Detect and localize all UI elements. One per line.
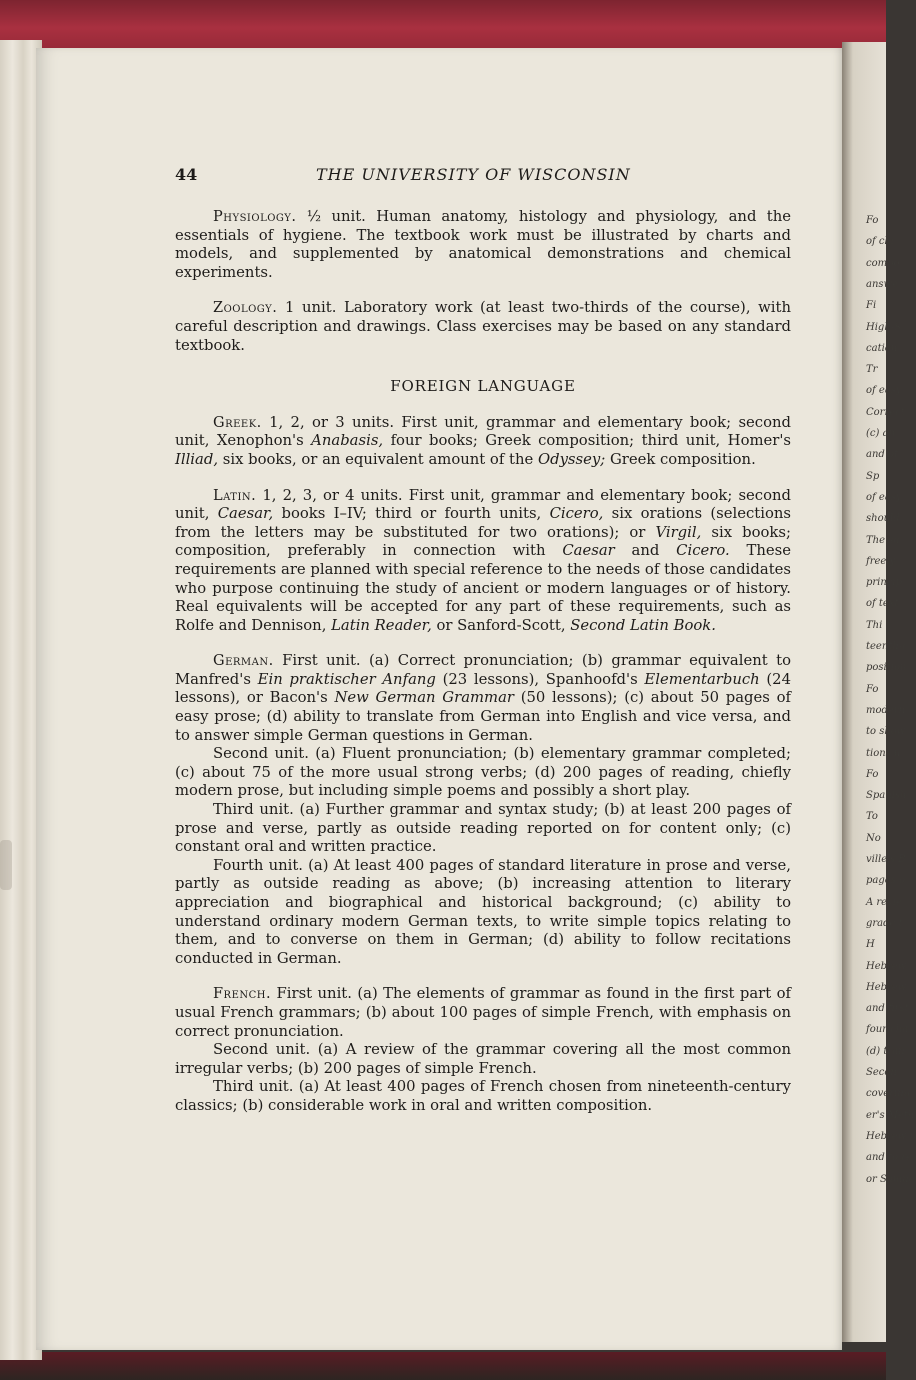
facing-page-fragment: Fo [866,768,879,780]
german-entry [175,652,791,745]
facing-page-fragment: tions u [866,747,901,759]
running-title: THE UNIVERSITY OF WISCONSIN [316,165,631,184]
facing-page-fragment: should [866,513,900,525]
facing-page-fragment: and first [866,1003,909,1015]
entry-text: six books; composition, preferably in connection with [175,523,791,560]
book-title: Illiad, [175,450,219,468]
facing-page-fragment: Fi [866,300,877,312]
facing-page-fragment: or Samue [866,1173,915,1185]
subject-name: Zoology. [213,300,278,317]
book-title: Caesar [562,542,615,560]
book-title: Caesar, [217,505,274,523]
entry-text: or Sanford-Scott, [431,616,571,634]
book-title: Cicero, [549,505,604,523]
entry-text: (50 lessons); (c) about 50 pages of easy prose; (d) ability to translate from German into English and vice versa, and to answer simple German questions in German. [175,689,791,744]
facing-page-fragment: covering [866,1088,911,1100]
facing-page-fragment: teenth-c [866,641,908,652]
book-title: Virgil, [655,523,702,541]
facing-page-fragment: and of [866,449,898,461]
facing-page-fragment: No [866,832,881,844]
facing-page-fragment: High-S [866,321,901,333]
book-title: Anabasis, [311,432,384,450]
entry-text: First unit. (a) Correct pronunciation; (b) grammar equivalent to Manfred's [175,652,791,688]
facing-page-fragment: A revie [866,896,902,908]
facing-page-fragment: Sp [866,470,880,482]
facing-page-fragment: and to re [866,1152,912,1164]
facing-page-fragment: Correct [866,406,905,418]
book-binding-bottom [0,1352,886,1380]
entry-text: (24 lessons), or Bacon's [175,670,791,707]
facing-page-fragment: (c) an [866,428,895,439]
facing-page-fragment: cation [866,342,898,354]
facing-page-fragment: of text [866,598,899,610]
facing-page-fragment: Fo [866,683,879,695]
facing-page-fragment: Spanish [866,790,907,802]
german-third-unit: Third unit. (a) Further grammar and syntax study; (b) at least 200 pages of prose and verse, partly as outside reading reported on for content only; (c) constant oral and written practice. [175,801,791,856]
german-fourth-unit: Fourth unit. (a) At least 400 pages of standard literature in prose and verse, partly as outside reading as above; (b) increasing attention to literary appreciation and biographical and historical background; (c) ability to understand ordinary modern German texts, to write simple topics relating to them, and to converse on them in German; (d) ability to follow recitations conducted in German. [175,856,791,967]
facing-page-fragment: of easy [866,385,902,397]
facing-page-fragment: (d) tran [866,1045,905,1057]
book-title: Odyssey; [537,450,606,468]
entry-text: 1, 2, 3, or 4 units. First unit, grammar and elementary book; second unit, [175,486,791,523]
greek-entry [175,414,791,470]
subject-name: Latin. [213,487,257,504]
entry-text: First unit. (a) The elements of grammar as found in the first part of usual French grammars; (b) about 100 pages of simple French, with emphasis on correct pronunciation. [175,985,791,1040]
facing-page-fragment: er's Meth [866,1109,915,1121]
entry-text: six orations (selections from the letters may be substituted for two orations); or [175,505,792,541]
facing-page-fragment: The sa [866,534,900,546]
facing-page-fragment: princip [866,577,903,589]
running-head [175,165,791,189]
subject-name: German. [213,653,274,670]
zoology-entry [175,299,791,355]
entry-text: four books; Greek composition; third unit, Homer's [383,432,792,450]
facing-page-fragment: four cha [866,1024,909,1036]
facing-page-fragment: To [866,811,878,823]
facing-page-fragment: to show [866,726,906,738]
french-second-unit: Second unit. (a) A review of the grammar covering all the most common irregular verbs; (b) 200 pages of simple French. [175,1041,791,1077]
book-title: Latin Reader, [331,616,432,634]
entry-text: 1 unit. Laboratory work (at least two-thirds of the course), with careful description and drawings. Class exercises may be based on any standard textbook. [175,299,791,354]
book-title: New German Grammar [334,689,514,707]
french-entry [175,985,791,1041]
facing-page-fragment: of easy [866,491,902,503]
facing-page-fragment: Fo [866,215,879,226]
latin-entry [175,487,791,636]
facing-page-fragment: Secon [866,1067,897,1078]
entry-text: six books, or an equivalent amount of the [218,450,538,468]
entry-text: ½ unit. Human anatomy, histology and physiology, and the essentials of hygiene. The textbook work must be illustrated by charts and models, and supplemented by anatomical demonstrations and chemical experiments. [175,208,791,281]
facing-page-fragment: ville's B [866,854,906,865]
subject-name: French. [213,986,272,1003]
facing-page-fragment: Hebrew [866,981,907,993]
facing-page-fragment: freely [866,555,896,567]
facing-page-fragment: Hebrew [866,960,907,972]
entry-text: (23 lessons), Spanhoofd's [435,670,645,688]
book-title: Second Latin Book. [570,616,716,634]
section-heading: FOREIGN LANGUAGE [390,377,576,396]
facing-page-fragment: grade t [866,917,903,929]
facing-page-fragment: modern [866,704,906,716]
facing-page-fragment: pages o [866,875,906,887]
entry-text: These requirements are planned with special reference to the needs of those candidates who purpose continuing the study of ancient or modern languages or of history. Real equivalents will be accepted for any part of these requirements, such as Rolfe and Dennison, [175,542,791,634]
facing-page-fragment: Hebrew p [866,1130,916,1142]
entry-text: Greek composition. [605,450,756,468]
page-body [175,208,791,1116]
facing-page-fragment: H [866,939,875,951]
page-edge-mark [0,840,12,890]
facing-page-fragment: compo [866,257,900,269]
facing-page-fragment: answe [866,278,899,290]
german-second-unit: Second unit. (a) Fluent pronunciation; (b) elementary grammar completed; (c) about 75 of the more usual strong verbs; (d) 200 pages of reading, chiefly modern prose, but including simple poems and possibly a short play. [175,745,791,800]
french-third-unit: Third unit. (a) At least 400 pages of French chosen from nineteenth-century classics; (b) considerable work in oral and written composition. [175,1078,791,1114]
book-title: Elementarbuch [644,670,760,688]
facing-page-fragment: Tr [866,364,878,376]
subject-name: Physiology. [213,209,297,225]
book-title: Cicero. [676,542,730,560]
book-title: Ein praktischer Anfang [257,670,436,688]
facing-page-fragment: position [866,662,907,674]
physiology-entry [175,208,791,282]
entry-text: and [614,542,677,560]
entry-text: 1, 2, or 3 units. First unit, grammar and elementary book; second unit, Xenophon's [175,413,791,450]
page-number: 44 [175,165,198,184]
facing-page-fragment: of cla [866,236,894,248]
facing-page-fragment: Thi [866,619,883,631]
subject-name: Greek. [213,414,262,431]
entry-text: books I–IV; third or fourth units, [273,505,550,523]
